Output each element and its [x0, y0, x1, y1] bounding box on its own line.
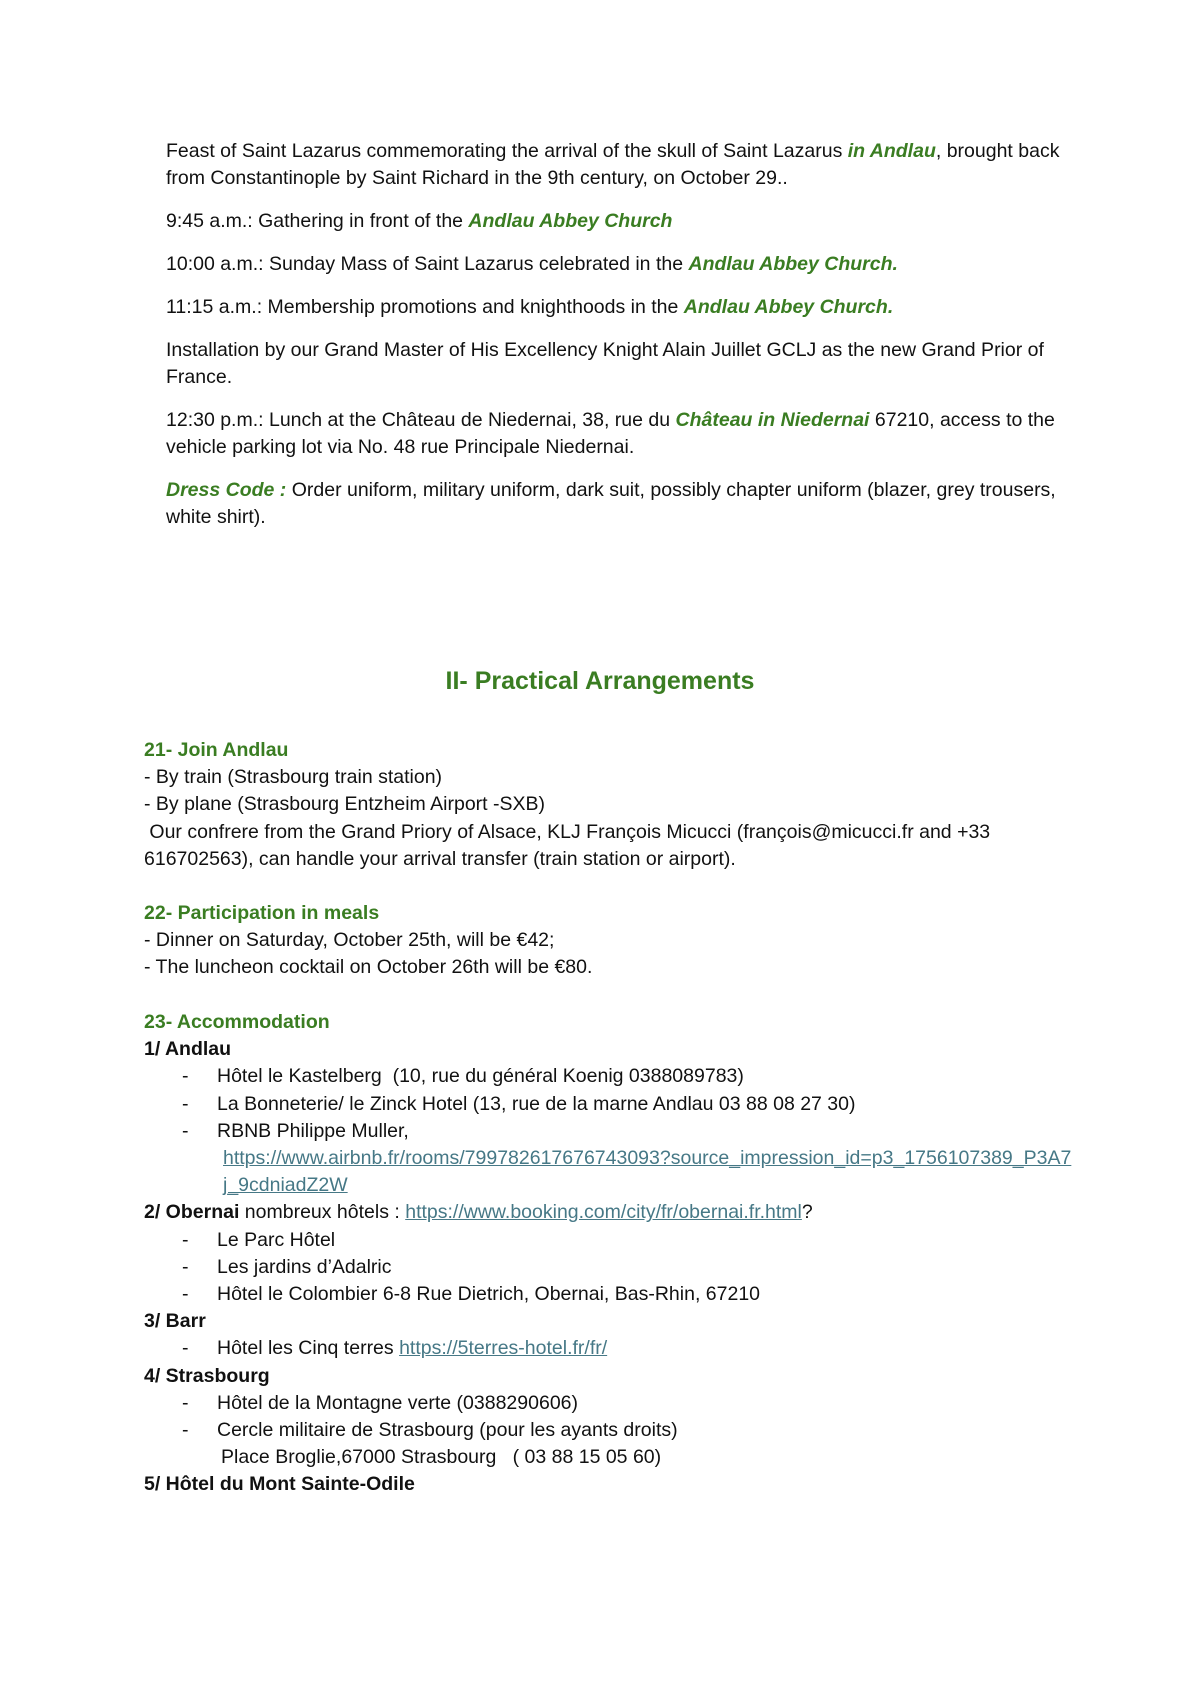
accommodation-title: 23- Accommodation: [144, 1011, 330, 1033]
andlau-label: 1/ Andlau: [144, 1038, 232, 1061]
meal-dinner: - Dinner on Saturday, October 25th, will be €42;: [144, 929, 555, 952]
join-train: - By train (Strasbourg train station): [144, 766, 443, 789]
list-item: - Hôtel les Cinq terres https://5terres-hotel.fr/fr/: [144, 1335, 1104, 1362]
cercle-address: Place Broglie,67000 Strasbourg ( 03 88 15 05 60): [221, 1446, 662, 1469]
join-plane: - By plane (Strasbourg Entzheim Airport -SXB): [144, 793, 545, 816]
dash-bullet: -: [182, 1337, 189, 1360]
section-heading: II- Practical Arrangements: [445, 667, 755, 695]
airbnb-link[interactable]: https://www.airbnb.fr/rooms/799782617676743093?source_impression_id=p3_1756107389_P3A7j_9cdniadZ2W: [223, 1147, 1072, 1197]
list-item: - RBNB Philippe Muller,: [144, 1118, 1104, 1145]
strasbourg-label: 4/ Strasbourg: [144, 1364, 270, 1387]
schedule-lunch: 12:30 p.m.: Lunch at the Château de Niedernai, 38, rue du Château in Niedernai 67210, access to the vehicle parking lot via No. 48 rue Principale Niedernai.: [166, 409, 1055, 458]
dash-bullet: -: [182, 1119, 189, 1142]
event-program: [166, 138, 1066, 547]
meals-section: [144, 900, 1104, 982]
accommodation-section: [144, 1009, 1104, 1499]
dash-bullet: -: [182, 1391, 189, 1414]
dash-bullet: -: [182, 1255, 189, 1278]
location-highlight: in Andlau: [847, 140, 936, 162]
join-transfer: Our confrere from the Grand Priory of Alsace, KLJ François Micucci (françois@micucci.fr and +33 616702563), can handle your arrival transfer (train station or airport).: [144, 820, 996, 870]
list-item: - Les jardins d’Adalric: [144, 1254, 1104, 1281]
location-highlight: Château in Niedernai: [675, 409, 870, 431]
list-item: - Hôtel le Kastelberg (10, rue du général Koenig 0388089783): [144, 1063, 1104, 1090]
location-highlight: Andlau Abbey Church.: [683, 296, 894, 318]
feast-paragraph: Feast of Saint Lazarus commemorating the arrival of the skull of Saint Lazarus in Andlau, brought back from Constantinople by Saint Richard in the 9th century, on October 29..: [166, 140, 1060, 189]
barr-label: 3/ Barr: [144, 1310, 206, 1333]
cinq-terres-link[interactable]: https://5terres-hotel.fr/fr/: [399, 1337, 608, 1360]
location-highlight: Andlau Abbey Church.: [688, 253, 898, 275]
list-item: - Hôtel le Colombier 6-8 Rue Dietrich, Obernai, Bas-Rhin, 67210: [144, 1281, 1104, 1308]
dress-code-label: Dress Code :: [166, 479, 287, 501]
obernai-label: 2/ Obernai: [144, 1201, 240, 1224]
list-item: - Le Parc Hôtel: [144, 1227, 1104, 1254]
meal-luncheon: - The luncheon cocktail on October 26th will be €80.: [144, 956, 593, 979]
schedule-mass: 10:00 a.m.: Sunday Mass of Saint Lazarus celebrated in the Andlau Abbey Church.: [166, 253, 898, 275]
dash-bullet: -: [182, 1283, 189, 1306]
dress-code: Dress Code : Order uniform, military uniform, dark suit, possibly chapter uniform (blazer, grey trousers, white shirt).: [166, 479, 1056, 528]
dash-bullet: -: [182, 1092, 189, 1115]
schedule-promotions: 11:15 a.m.: Membership promotions and knighthoods in the Andlau Abbey Church.: [166, 296, 894, 318]
join-title: 21- Join Andlau: [144, 739, 289, 761]
join-section: [144, 737, 1104, 873]
obernai-line: 2/ Obernai nombreux hôtels : https://www.booking.com/city/fr/obernai.fr.html?: [144, 1201, 813, 1224]
installation-paragraph: Installation by our Grand Master of His Excellency Knight Alain Juillet GCLJ as the new Grand Prior of France.: [166, 339, 1044, 388]
list-item: - La Bonneterie/ le Zinck Hotel (13, rue de la marne Andlau 03 88 08 27 30): [144, 1091, 1104, 1118]
dash-bullet: -: [182, 1228, 189, 1251]
mont-sainte-odile-label: 5/ Hôtel du Mont Sainte-Odile: [144, 1473, 415, 1496]
location-highlight: Andlau Abbey Church: [468, 210, 673, 232]
schedule-gathering: 9:45 a.m.: Gathering in front of the Andlau Abbey Church: [166, 210, 673, 232]
list-item: - Cercle militaire de Strasbourg (pour les ayants droits): [144, 1417, 1104, 1444]
airbnb-link-line: [144, 1145, 1073, 1199]
booking-link[interactable]: https://www.booking.com/city/fr/obernai.fr.html: [405, 1201, 802, 1224]
dash-bullet: -: [182, 1065, 189, 1088]
meals-title: 22- Participation in meals: [144, 902, 380, 924]
list-item: - Hôtel de la Montagne verte (0388290606): [144, 1390, 1104, 1417]
dash-bullet: -: [182, 1419, 189, 1442]
